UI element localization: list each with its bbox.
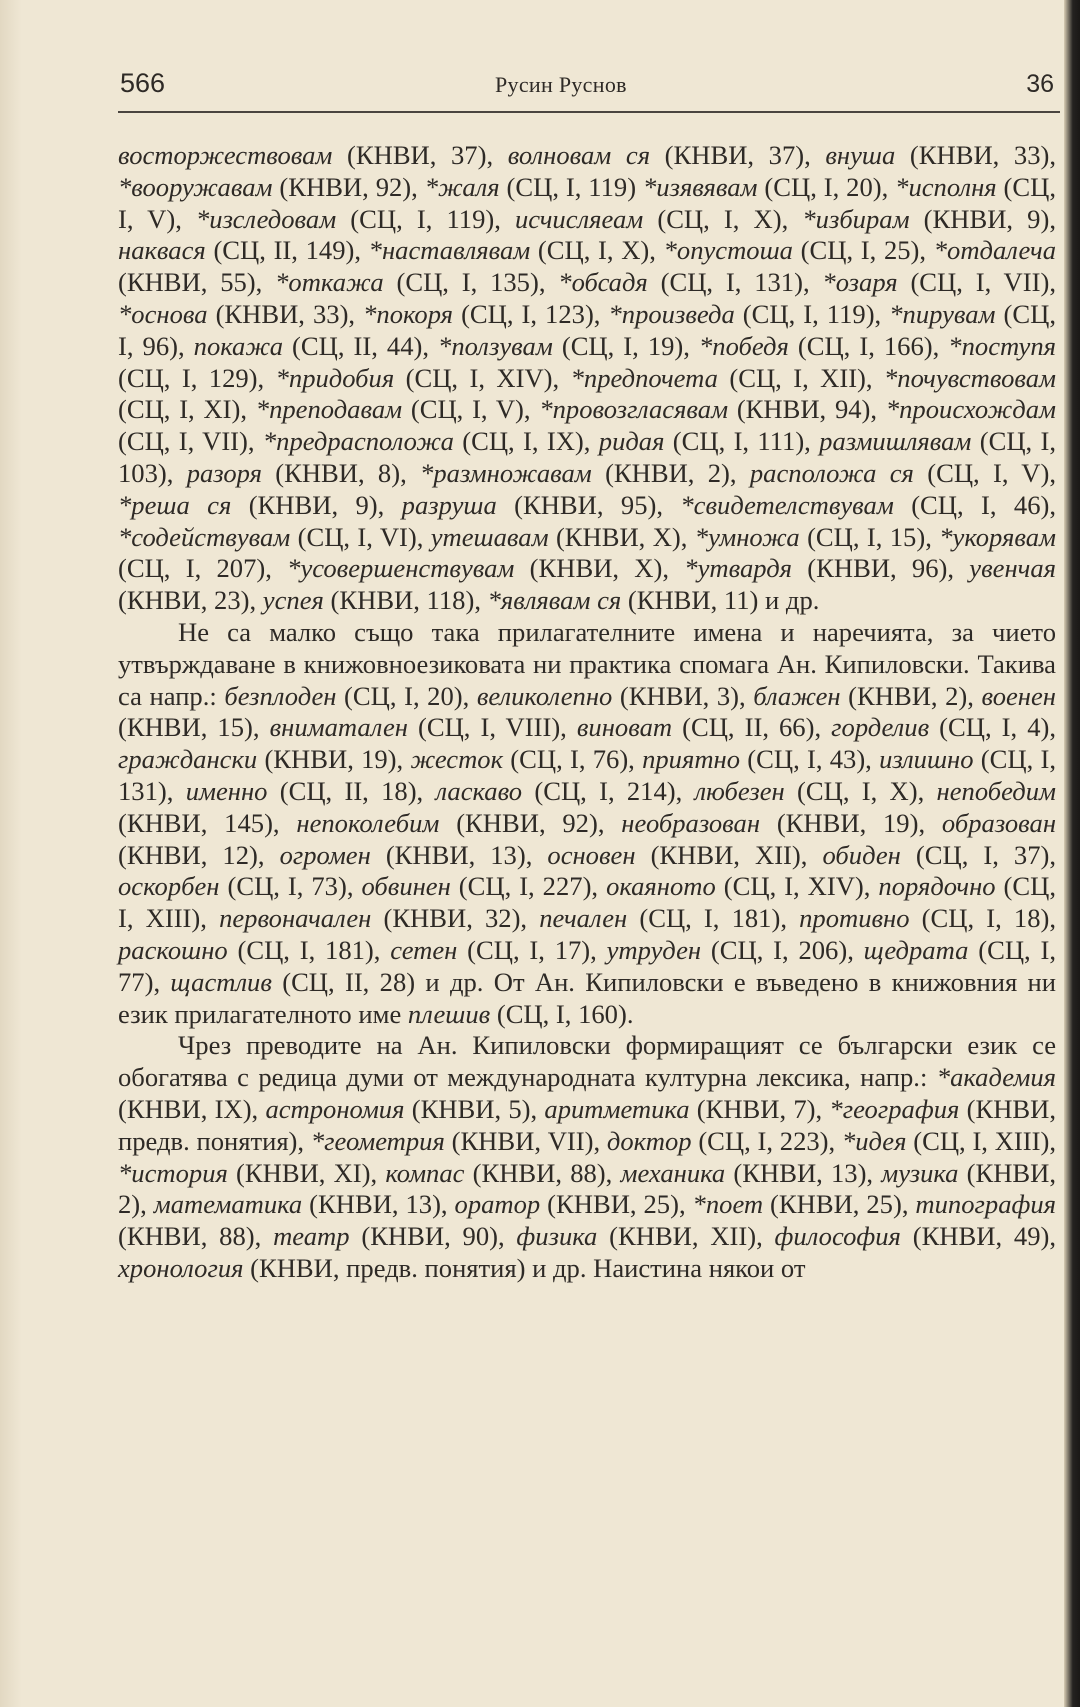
cited-word: *покоря — [363, 298, 454, 329]
text-run: (СЦ, I, 131), — [118, 744, 1056, 806]
text-run: (КНВИ, 88), — [464, 1157, 621, 1188]
text-run: (КНВИ, 92), — [272, 171, 425, 202]
cited-word: доктор — [606, 1125, 692, 1156]
cited-word: *поступя — [948, 330, 1056, 361]
text-run: (КНВИ, 9), — [231, 489, 402, 520]
cited-word: *пирувам — [889, 298, 996, 329]
cited-word: *отдалеча — [933, 235, 1056, 266]
cited-word: оратор — [454, 1189, 541, 1220]
cited-word: ридая — [598, 426, 665, 457]
text-run: (КНВИ, 96), — [792, 553, 970, 584]
text-run: (КНВИ, 55), — [118, 267, 276, 298]
cited-word: *победя — [698, 330, 789, 361]
cited-word: *вооружавам — [118, 171, 273, 202]
text-run: (КНВИ, 19), — [257, 744, 411, 775]
text-run: (СЦ, I, 46), — [893, 489, 1056, 520]
text-run: (СЦ, I, XI), — [118, 394, 256, 425]
adjacent-page-number: 36 — [1026, 70, 1054, 98]
cited-word: обвинен — [361, 871, 451, 902]
text-run: (СЦ, I, 15), — [799, 521, 940, 552]
cited-word: *изявявам — [642, 171, 758, 202]
text-run: (СЦ, II, 149), — [205, 235, 369, 266]
cited-word: разоря — [186, 457, 262, 488]
text-run: (СЦ, I, 20), — [757, 171, 896, 202]
text-run: (СЦ, I, 25), — [792, 235, 934, 266]
text-run: (СЦ, I, 77), — [118, 934, 1056, 997]
text-run: (КНВИ, 118), — [323, 585, 488, 616]
paragraph — [118, 1030, 1056, 1284]
text-run: (КНВИ, 2), — [591, 457, 750, 488]
text-run: (СЦ, I, 17), — [457, 934, 607, 965]
cited-word: *являвам ся — [487, 585, 622, 616]
text-run: (КНВИ, 32), — [371, 903, 540, 934]
text-run: (СЦ, I, 111), — [664, 426, 820, 457]
cited-word: жесток — [410, 744, 504, 775]
text-run: (КНВИ, 90), — [349, 1221, 517, 1252]
cited-word: *произведа — [608, 298, 735, 329]
cited-word: внуша — [825, 140, 896, 170]
cited-word: виноват — [576, 712, 673, 743]
cited-word: *провозгласявам — [539, 394, 729, 425]
text-run: (КНВИ, 94), — [728, 394, 886, 425]
cited-word: необразован — [621, 807, 761, 838]
cited-word: аритметика — [544, 1093, 690, 1124]
cited-word: типография — [915, 1189, 1057, 1220]
cited-word: *содействувам — [118, 521, 291, 552]
cited-word: *размножавам — [420, 457, 592, 488]
text-run: (СЦ, I, 131), — [647, 267, 823, 298]
text-run: (СЦ, I, 18), — [909, 903, 1056, 934]
text-run: (СЦ, I, VI), — [290, 521, 431, 552]
text-run: (СЦ, I, 20), — [336, 680, 477, 711]
cited-word: *опустоша — [663, 235, 793, 266]
text-run: (КНВИ, 37), — [332, 140, 508, 170]
text-run: (СЦ, I, XIII), — [906, 1125, 1056, 1156]
cited-word: *преподавам — [255, 394, 403, 425]
cited-word: любезен — [694, 775, 785, 806]
text-run: (СЦ, I, 119), — [336, 203, 515, 234]
cited-word: увенчая — [969, 553, 1056, 584]
text-run: (КНВИ, 95), — [496, 489, 681, 520]
cited-word: наквася — [118, 235, 206, 266]
text-run: (КНВИ, 13), — [370, 839, 548, 870]
text-run: Не са малко също така прилагателните имена и наречията, за чието утвърждаване в книжовноезиковата ни практика спомага Ан. Кипиловски. Такива са напр.: — [118, 616, 1056, 711]
text-run: (КНВИ, IX), — [118, 1093, 266, 1124]
cited-word: излишно — [879, 744, 974, 775]
cited-word: непоколебим — [296, 807, 440, 838]
text-run: (СЦ, II, 44), — [283, 330, 439, 361]
cited-word: именно — [185, 775, 268, 806]
cited-word: основен — [547, 839, 636, 870]
text-run: (СЦ, I, 43), — [740, 744, 880, 775]
text-run: (КНВИ, 25), — [540, 1189, 693, 1220]
running-title: Русин Руснов — [495, 72, 627, 97]
cited-word: хронология — [118, 1252, 244, 1283]
text-run: (КНВИ, предв. понятия), — [118, 1093, 1056, 1156]
text-run: (СЦ, II, 66), — [672, 712, 832, 743]
cited-word: печален — [539, 903, 628, 934]
text-run: (КНВИ, 23), — [118, 585, 263, 616]
cited-word: *предрасположа — [262, 426, 454, 457]
cited-word: *усовершенствувам — [287, 553, 515, 584]
text-run: (СЦ, I, 181), — [227, 934, 391, 965]
cited-word: сетен — [390, 934, 458, 965]
cited-word: щедрата — [863, 934, 969, 965]
cited-word: *изследовам — [195, 203, 337, 234]
text-run: (КНВИ, 8), — [261, 457, 421, 488]
cited-word: приятно — [642, 744, 741, 775]
text-run: (СЦ, I, VII), — [897, 267, 1056, 298]
header-rule — [118, 111, 1060, 113]
text-run: (КНВИ, 12), — [118, 839, 280, 870]
text-run: (КНВИ, VII), — [444, 1125, 607, 1156]
text-run: (КНВИ, 15), — [118, 712, 270, 743]
text-run: (КНВИ, 13), — [725, 1157, 882, 1188]
cited-word: безплоден — [224, 680, 337, 711]
cited-word: *придобия — [275, 362, 395, 393]
cited-word: физика — [516, 1221, 598, 1252]
text-run: (СЦ, I, 227), — [450, 871, 607, 902]
cited-word: расположа ся — [749, 457, 914, 488]
text-run: (СЦ, I, 4), — [929, 712, 1056, 743]
cited-word: *геометрия — [310, 1125, 445, 1156]
cited-word: театр — [273, 1221, 350, 1252]
text-run: (СЦ, I, 207), — [118, 553, 288, 584]
book-binding-edge — [1064, 0, 1080, 1707]
text-run: (СЦ, I, X), — [530, 235, 664, 266]
cited-word: механика — [620, 1157, 726, 1188]
cited-word: *умножа — [694, 521, 800, 552]
text-run: (КНВИ, 37), — [650, 140, 826, 170]
text-run: (СЦ, I, 206), — [701, 934, 864, 965]
cited-word: успея — [262, 585, 324, 616]
cited-word: *озаря — [822, 267, 898, 298]
cited-word: образован — [941, 807, 1057, 838]
text-run: (СЦ, I, 129), — [118, 362, 276, 393]
text-run: (КНВИ, 33), — [895, 140, 1057, 170]
cited-word: *история — [118, 1157, 228, 1188]
text-run: (КНВИ, 145), — [118, 807, 297, 838]
cited-word: огромен — [279, 839, 371, 870]
text-run: (СЦ, I, 166), — [788, 330, 949, 361]
cited-word: *география — [829, 1093, 960, 1124]
paragraph — [118, 140, 1056, 617]
cited-word: размишлявам — [819, 426, 972, 457]
text-run: (КНВИ, 13), — [302, 1189, 455, 1220]
text-run: (СЦ, I, V), — [402, 394, 540, 425]
text-run: (СЦ, I, XII), — [717, 362, 884, 393]
text-run: (СЦ, I, V), — [118, 171, 1056, 234]
text-run: (КНВИ, 92), — [439, 807, 622, 838]
cited-word: *ползувам — [438, 330, 553, 361]
cited-word: утруден — [606, 934, 702, 965]
text-run: (СЦ, I, 123), — [453, 298, 609, 329]
text-run: (СЦ, I, 119), — [734, 298, 890, 329]
cited-word: *обсадя — [558, 267, 648, 298]
text-run: (СЦ, I, VIII), — [407, 712, 577, 743]
text-run: (КНВИ, 33), — [207, 298, 364, 329]
text-run: (СЦ, I, 96), — [118, 298, 1056, 361]
cited-word: блажен — [753, 680, 841, 711]
cited-word: окаяното — [606, 871, 716, 902]
text-run: (КНВИ, 11) и др. — [621, 585, 820, 616]
cited-word: музика — [881, 1157, 959, 1188]
text-run: (СЦ, I, 119) — [499, 171, 643, 202]
cited-word: утешавам — [430, 521, 549, 552]
cited-word: компас — [385, 1157, 465, 1188]
text-run: (СЦ, I, 103), — [118, 426, 1057, 488]
text-run: (СЦ, I, 160). — [490, 998, 634, 1029]
cited-word: *жаля — [424, 171, 500, 202]
text-run: (СЦ, II, 28) и др. От Ан. Кипиловски е въведено в книжовния ни език прилагателното име — [118, 966, 1057, 1029]
cited-word: *идея — [841, 1125, 907, 1156]
cited-word: *исполня — [895, 171, 997, 202]
text-run: (СЦ, I, 73), — [219, 871, 362, 902]
text-run: (КНВИ, 2), — [118, 1157, 1057, 1220]
text-run: (КНВИ, X), — [548, 521, 695, 552]
text-run: (КНВИ, XII), — [635, 839, 823, 870]
text-run: (СЦ, II, 18), — [267, 775, 436, 806]
cited-word: горделив — [831, 712, 930, 743]
text-run: (КНВИ, 5), — [404, 1093, 545, 1124]
text-run: (КНВИ, 19), — [760, 807, 942, 838]
text-run: (СЦ, I, X), — [784, 775, 937, 806]
cited-word: противно — [799, 903, 910, 934]
cited-word: исчисляеам — [515, 203, 644, 234]
page-number: 566 — [120, 68, 166, 98]
running-head — [120, 68, 1060, 108]
text-run: (СЦ, I, IX), — [453, 426, 599, 457]
text-run: (КНВИ, X), — [514, 553, 685, 584]
text-run: (КНВИ, 2), — [840, 680, 982, 711]
text-run: (КНВИ, 88), — [118, 1221, 274, 1252]
text-run: (СЦ, I, 214), — [522, 775, 695, 806]
text-run: (СЦ, I, 37), — [900, 839, 1057, 870]
text-run: (СЦ, I, XIV), — [394, 362, 571, 393]
cited-word: обиден — [822, 839, 901, 870]
cited-word: оскорбен — [118, 871, 220, 902]
text-run: (КНВИ, предв. понятия) и др. Наистина някои от — [243, 1252, 806, 1283]
text-run: (КНВИ, 3), — [612, 680, 754, 711]
text-run: (СЦ, I, 19), — [552, 330, 699, 361]
cited-word: астрономия — [265, 1093, 405, 1124]
cited-word: *свидетелствувам — [680, 489, 894, 520]
cited-word: раскошно — [118, 934, 228, 965]
cited-word: порядочно — [878, 871, 996, 902]
text-run: Чрез преводите на Ан. Кипиловски формиращият се български език се обогатява с редица думи от международната културна лексика, напр.: — [118, 1030, 1056, 1093]
cited-word: вниматален — [269, 712, 408, 743]
cited-word: военен — [981, 680, 1056, 711]
cited-word: философия — [774, 1221, 901, 1252]
text-run: (КНВИ, 7), — [689, 1093, 830, 1124]
cited-word: *предпочета — [570, 362, 718, 393]
cited-word: щастлив — [170, 966, 272, 997]
cited-word: разруша — [401, 489, 497, 520]
cited-word: *реша ся — [118, 489, 232, 520]
cited-word: *поет — [692, 1189, 764, 1220]
cited-word: *наставлявам — [368, 235, 531, 266]
cited-word: плешив — [407, 998, 491, 1029]
text-run: (КНВИ, 25), — [763, 1189, 916, 1220]
cited-word: *почувствовам — [883, 362, 1056, 393]
cited-word: покажа — [193, 330, 284, 361]
text-run: (СЦ, I, XIV), — [715, 871, 879, 902]
text-run: (КНВИ, XII), — [597, 1221, 775, 1252]
text-run: (КНВИ, XI), — [227, 1157, 386, 1188]
page-shadow — [0, 0, 22, 1707]
cited-word: великолепно — [476, 680, 613, 711]
text-run: (КНВИ, 9), — [909, 203, 1056, 234]
cited-word: восторжествовам — [118, 140, 333, 170]
text-run: (СЦ, I, 135), — [383, 267, 559, 298]
cited-word: *укорявам — [939, 521, 1056, 552]
text-run: (СЦ, I, 181), — [627, 903, 800, 934]
text-run: (СЦ, I, VII), — [118, 426, 263, 457]
cited-word: непобедим — [936, 775, 1057, 806]
cited-word: *происхождам — [885, 394, 1056, 425]
text-run: (СЦ, I, XIII), — [118, 871, 1056, 934]
cited-word: математика — [153, 1189, 303, 1220]
text-run: (СЦ, I, 223), — [691, 1125, 842, 1156]
paragraph — [118, 617, 1056, 1030]
cited-word: *откажа — [275, 267, 384, 298]
cited-word: первоначален — [219, 903, 372, 934]
text-run: (СЦ, I, X), — [643, 203, 803, 234]
cited-word: ласкаво — [435, 775, 523, 806]
cited-word: *академия — [936, 1062, 1056, 1093]
cited-word: граждански — [118, 744, 258, 775]
cited-word: волновам ся — [507, 140, 651, 170]
body-text — [118, 140, 1056, 1285]
cited-word: *избирам — [802, 203, 910, 234]
text-run: (КНВИ, 49), — [900, 1221, 1056, 1252]
cited-word: *основа — [118, 298, 208, 329]
cited-word: *утвардя — [684, 553, 793, 584]
text-run: (СЦ, I, V), — [913, 457, 1057, 488]
text-run: (СЦ, I, 76), — [503, 744, 643, 775]
